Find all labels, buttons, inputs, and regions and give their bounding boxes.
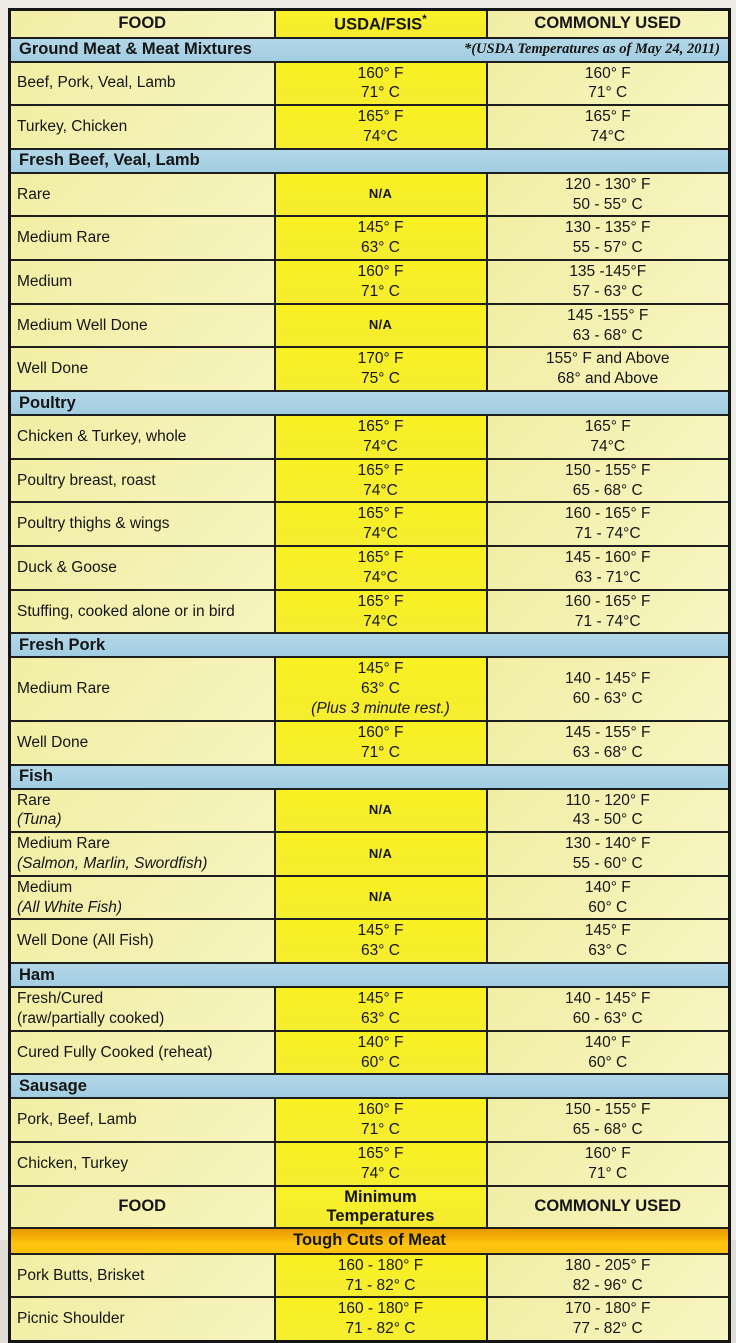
common-temp-line: 65 - 68° C [572,1121,643,1139]
section-header-content [19,151,720,170]
usda-temp-line: 165° F [357,108,404,126]
table-row [10,173,730,217]
header-food [10,10,275,38]
food-cell [10,347,275,391]
mid-header-common: COMMONLY USED [487,1186,730,1228]
table-row [10,919,730,963]
section-header-row [10,149,730,173]
section-header-cell [10,38,730,62]
section-header-content [19,1077,720,1096]
section-header-cell [10,1074,730,1098]
common-temp-cell [487,590,730,634]
table-row [10,216,730,260]
section-header-cell [10,391,730,415]
common-temp-cell [487,832,730,876]
food-cell [10,1142,275,1186]
common-temp-line: 55 - 57° C [572,239,643,257]
food-label-line: Turkey, Chicken [17,118,128,136]
food-label-line: Stuffing, cooked alone or in bird [17,602,235,620]
section-header-cell [10,1228,730,1254]
usda-temp-line: 170° F [357,350,404,368]
common-temp-line: 60° C [588,898,628,916]
section-header-content [19,40,720,59]
common-temp-cell [487,415,730,459]
common-temp-line: 63° C [588,942,628,960]
usda-temp-line: 63° C [361,1009,400,1027]
common-temp-line: 145 -155° F [567,306,649,324]
food-label-line: Rare [17,185,51,203]
section-header-content [19,966,720,985]
food-label-line: (raw/partially cooked) [17,1009,165,1027]
section-header-row [10,38,730,62]
common-temp-line: 71 - 74°C [574,525,641,543]
food-label-line: Medium Rare [17,835,111,853]
food-label-line: Rare [17,791,51,809]
usda-temp-line: 165° F [357,461,404,479]
usda-temp-line: N/A [368,845,393,861]
common-temp-line: 160° F [584,64,631,82]
table-row [10,459,730,503]
section-header-content [19,394,720,413]
food-cell [10,62,275,106]
common-temp-line: 63 - 68° C [572,326,643,344]
usda-temp-cell [275,1254,487,1298]
table-row [10,1031,730,1075]
common-temp-line: 43 - 50° C [572,811,643,829]
food-cell [10,304,275,348]
usda-temp-cell [275,590,487,634]
common-temp-cell [487,546,730,590]
food-cell [10,173,275,217]
common-temp-line: 170 - 180° F [565,1300,651,1318]
food-label-line: Medium [17,273,73,291]
section-header-row [10,765,730,789]
food-label-line: Medium Rare [17,229,111,247]
usda-temp-line: 71° C [361,743,400,761]
common-temp-line: 150 - 155° F [565,1101,651,1119]
food-label-line: Poultry thighs & wings [17,515,170,533]
common-temp-line: 155° F and Above [546,350,670,368]
usda-temp-line: 160° F [357,263,404,281]
food-label-line: Cured Fully Cooked (reheat) [17,1043,213,1061]
table-header-row [10,10,730,38]
common-temp-line: 145° F [584,922,631,940]
usda-temp-cell [275,1142,487,1186]
table-row [10,657,730,720]
common-temp-line: 130 - 135° F [565,219,651,237]
food-label-line: Chicken, Turkey [17,1155,129,1173]
common-temp-line: 74°C [590,127,626,145]
usda-temp-line: 63° C [361,680,400,698]
usda-temp-line: 165° F [357,549,404,567]
common-temp-cell [487,304,730,348]
usda-temp-line: 160 - 180° F [337,1256,424,1274]
common-temp-line: 60° C [588,1053,628,1071]
food-cell [10,657,275,720]
table-row [10,304,730,348]
section-header-cell [10,765,730,789]
common-temp-cell [487,1297,730,1341]
usda-temp-line: 165° F [357,505,404,523]
common-temp-line: 74°C [590,437,626,455]
food-cell [10,546,275,590]
usda-temp-line: N/A [368,889,393,905]
usda-temp-cell [275,304,487,348]
common-temp-line: 71° C [588,1164,628,1182]
usda-temp-cell [275,919,487,963]
common-temp-line: 180 - 205° F [565,1256,651,1274]
common-temp-line: 55 - 60° C [572,855,643,872]
header-common [487,10,730,38]
usda-temp-line: 145° F [357,922,404,940]
usda-temp-line: 74°C [363,568,398,586]
food-label-line: Well Done (All Fish) [17,932,154,950]
usda-temp-line: 145° F [357,660,404,678]
section-title: Fresh Pork [19,635,106,654]
common-temp-cell [487,721,730,765]
food-cell [10,105,275,149]
section-header-cell [10,963,730,987]
common-temp-cell [487,347,730,391]
common-temp-line: 50 - 55° C [572,195,643,213]
section-header-row [10,391,730,415]
asterisk-footnote-marker: * [422,12,427,27]
common-temp-line: 82 - 96° C [572,1276,643,1294]
food-cell [10,1098,275,1142]
table-row [10,876,730,920]
usda-temp-line: N/A [368,317,393,333]
food-label-line: Pork Butts, Brisket [17,1266,145,1284]
usda-temp-line: (Plus 3 minute rest.) [311,700,450,718]
food-cell [10,1031,275,1075]
section-header-row [10,1074,730,1098]
common-temp-line: 165° F [584,108,631,126]
table-row [10,789,730,833]
usda-temp-cell [275,415,487,459]
usda-temp-cell [275,502,487,546]
common-temp-line: 140° F [584,878,631,896]
section-title: Sausage [19,1076,87,1095]
food-cell [10,260,275,304]
food-cell [10,832,275,876]
usda-temp-line: 74°C [363,525,398,543]
usda-temp-line: 71 - 82° C [345,1276,416,1294]
usda-temp-line: 74° C [361,1164,400,1182]
table-row [10,260,730,304]
common-temp-line: 150 - 155° F [565,461,651,479]
common-temp-line: 140 - 145° F [565,990,651,1008]
common-temp-cell [487,1254,730,1298]
usda-temp-line: 75° C [361,370,400,388]
usda-temp-line: 160 - 180° F [337,1300,424,1318]
usda-temp-cell [275,173,487,217]
usda-temp-line: 165° F [357,1145,404,1163]
common-temp-cell [487,919,730,963]
common-temp-line: 65 - 68° C [572,481,643,499]
common-temp-line: 130 - 140° F [565,835,651,853]
common-temp-line: 63 - 71°C [574,568,641,586]
food-label-line: Beef, Pork, Veal, Lamb [17,74,176,92]
common-temp-line: 160 - 165° F [565,505,651,523]
common-temp-cell [487,876,730,920]
usda-temp-cell [275,216,487,260]
usda-temp-line: 60° C [361,1053,400,1071]
table-row [10,347,730,391]
usda-footnote: *(USDA Temperatures as of May 24, 2011) [463,41,720,57]
usda-temp-line: 165° F [357,592,404,610]
table-row [10,415,730,459]
usda-temp-line: 160° F [357,723,404,741]
table-row [10,832,730,876]
food-label-line: Picnic Shoulder [17,1310,125,1328]
common-temp-line: 71° C [588,84,628,102]
table-row [10,721,730,765]
usda-temp-cell [275,105,487,149]
common-temp-line: 160 - 165° F [565,592,651,610]
usda-temp-line: 74°C [363,481,398,499]
common-temp-line: 145 - 160° F [565,549,651,567]
common-temp-line: 135 -145°F [569,263,647,281]
usda-temp-cell [275,657,487,720]
usda-temp-line: 71 - 82° C [345,1320,416,1338]
usda-temp-cell [275,62,487,106]
food-label-line: Pork, Beef, Lamb [17,1111,137,1129]
temperature-table [8,8,731,1343]
food-label-line: Poultry breast, roast [17,471,156,489]
header-common-label: COMMONLY USED [534,14,682,33]
common-temp-line: 63 - 68° C [572,743,643,761]
common-temp-line: 110 - 120° F [565,791,650,809]
food-label-line: (All White Fish) [17,898,123,916]
table-body [10,38,730,1342]
food-label-line: (Salmon, Marlin, Swordfish) [17,855,208,872]
section-title: Fish [19,767,53,786]
usda-temp-cell [275,1297,487,1341]
food-cell [10,1254,275,1298]
common-temp-line: 57 - 63° C [572,282,643,300]
food-label-line: (Tuna) [17,811,62,829]
food-cell [10,876,275,920]
food-label-line: Chicken & Turkey, whole [17,428,187,445]
food-label-line: Medium Well Done [17,316,148,334]
section-header-row [10,633,730,657]
usda-temp-line: 74°C [363,127,398,145]
mid-header-food: FOOD [10,1186,275,1228]
food-cell [10,1297,275,1341]
common-temp-cell [487,459,730,503]
usda-temp-line: 165° F [357,418,404,436]
common-temp-cell [487,987,730,1031]
table-row [10,590,730,634]
usda-temp-line: 71° C [361,282,400,300]
usda-temp-cell [275,347,487,391]
table-row [10,502,730,546]
common-temp-cell [487,502,730,546]
table-row [10,987,730,1031]
usda-temp-line: N/A [368,802,393,818]
common-temp-line: 71 - 74°C [574,612,641,630]
usda-temp-line: 160° F [357,1101,404,1119]
usda-temp-cell [275,876,487,920]
food-cell [10,590,275,634]
common-temp-line: 77 - 82° C [572,1320,643,1338]
common-temp-line: 165° F [584,418,631,436]
section-title: Poultry [19,393,76,412]
common-temp-cell [487,260,730,304]
usda-temp-line: 140° F [357,1033,404,1051]
common-temp-cell [487,1098,730,1142]
usda-temp-line: N/A [368,186,393,202]
section-title: Fresh Beef, Veal, Lamb [19,151,200,170]
common-temp-line: 120 - 130° F [565,175,651,193]
usda-temp-cell [275,832,487,876]
usda-temp-cell [275,721,487,765]
section-header-cell [10,149,730,173]
common-temp-cell [487,216,730,260]
food-cell [10,789,275,833]
common-temp-cell [487,657,730,720]
usda-temp-line: 63° C [361,239,400,257]
common-temp-line: 140° F [584,1033,631,1051]
usda-temp-cell [275,546,487,590]
common-temp-line: 68° and Above [557,370,659,388]
section-header-content [19,767,720,786]
usda-temp-line: 71° C [361,1121,400,1139]
usda-temp-cell [275,260,487,304]
common-temp-line: 145 - 155° F [565,723,651,741]
mid-header-row [10,1186,730,1228]
food-cell [10,987,275,1031]
header-usda [275,10,487,38]
food-label-line: Well Done [17,360,89,378]
usda-temp-line: 74°C [363,437,398,455]
section-header-row [10,963,730,987]
common-temp-line: 60 - 63° C [572,690,643,708]
section-title: Ham [19,965,55,984]
common-temp-cell [487,1142,730,1186]
food-cell [10,459,275,503]
usda-temp-line: 145° F [357,219,404,237]
table-row [10,1142,730,1186]
common-temp-line: 160° F [584,1145,631,1163]
food-label-line: Duck & Goose [17,558,117,576]
usda-temp-line: 160° F [357,64,404,82]
common-temp-cell [487,62,730,106]
usda-temp-cell [275,1031,487,1075]
usda-temp-line: 74°C [363,612,398,630]
food-cell [10,216,275,260]
usda-temp-cell [275,789,487,833]
header-usda-label: USDA/FSIS [334,15,423,34]
section-title: Tough Cuts of Meat [293,1231,446,1250]
common-temp-line: 140 - 145° F [565,670,651,688]
mid-header-usda [275,1186,487,1228]
food-label-line: Medium Rare [17,680,111,698]
food-cell [10,919,275,963]
food-cell [10,502,275,546]
usda-temp-cell [275,459,487,503]
table-row [10,62,730,106]
common-temp-cell [487,105,730,149]
section-title: Ground Meat & Meat Mixtures [19,40,252,58]
food-cell [10,415,275,459]
table-row [10,546,730,590]
table-row [10,1098,730,1142]
food-label-line: Fresh/Cured [17,990,104,1008]
section-header-row [10,1228,730,1254]
common-temp-cell [487,1031,730,1075]
usda-temp-cell [275,1098,487,1142]
table-row [10,105,730,149]
food-label-line: Medium [17,878,73,896]
table-row [10,1254,730,1298]
usda-temp-line: 145° F [357,990,404,1008]
common-temp-cell [487,173,730,217]
mid-header-usda-line: Temperatures [326,1206,435,1225]
food-label-line: Well Done [17,733,89,751]
header-food-label: FOOD [118,14,167,33]
section-header-content [19,636,720,655]
table-row [10,1297,730,1341]
usda-temp-line: 63° C [361,942,400,960]
food-cell [10,721,275,765]
usda-temp-cell [275,987,487,1031]
usda-temp-line: 71° C [361,84,400,102]
mid-header-usda-line: Minimum [344,1187,417,1206]
common-temp-line: 60 - 63° C [572,1009,643,1027]
section-header-cell [10,633,730,657]
common-temp-cell [487,789,730,833]
